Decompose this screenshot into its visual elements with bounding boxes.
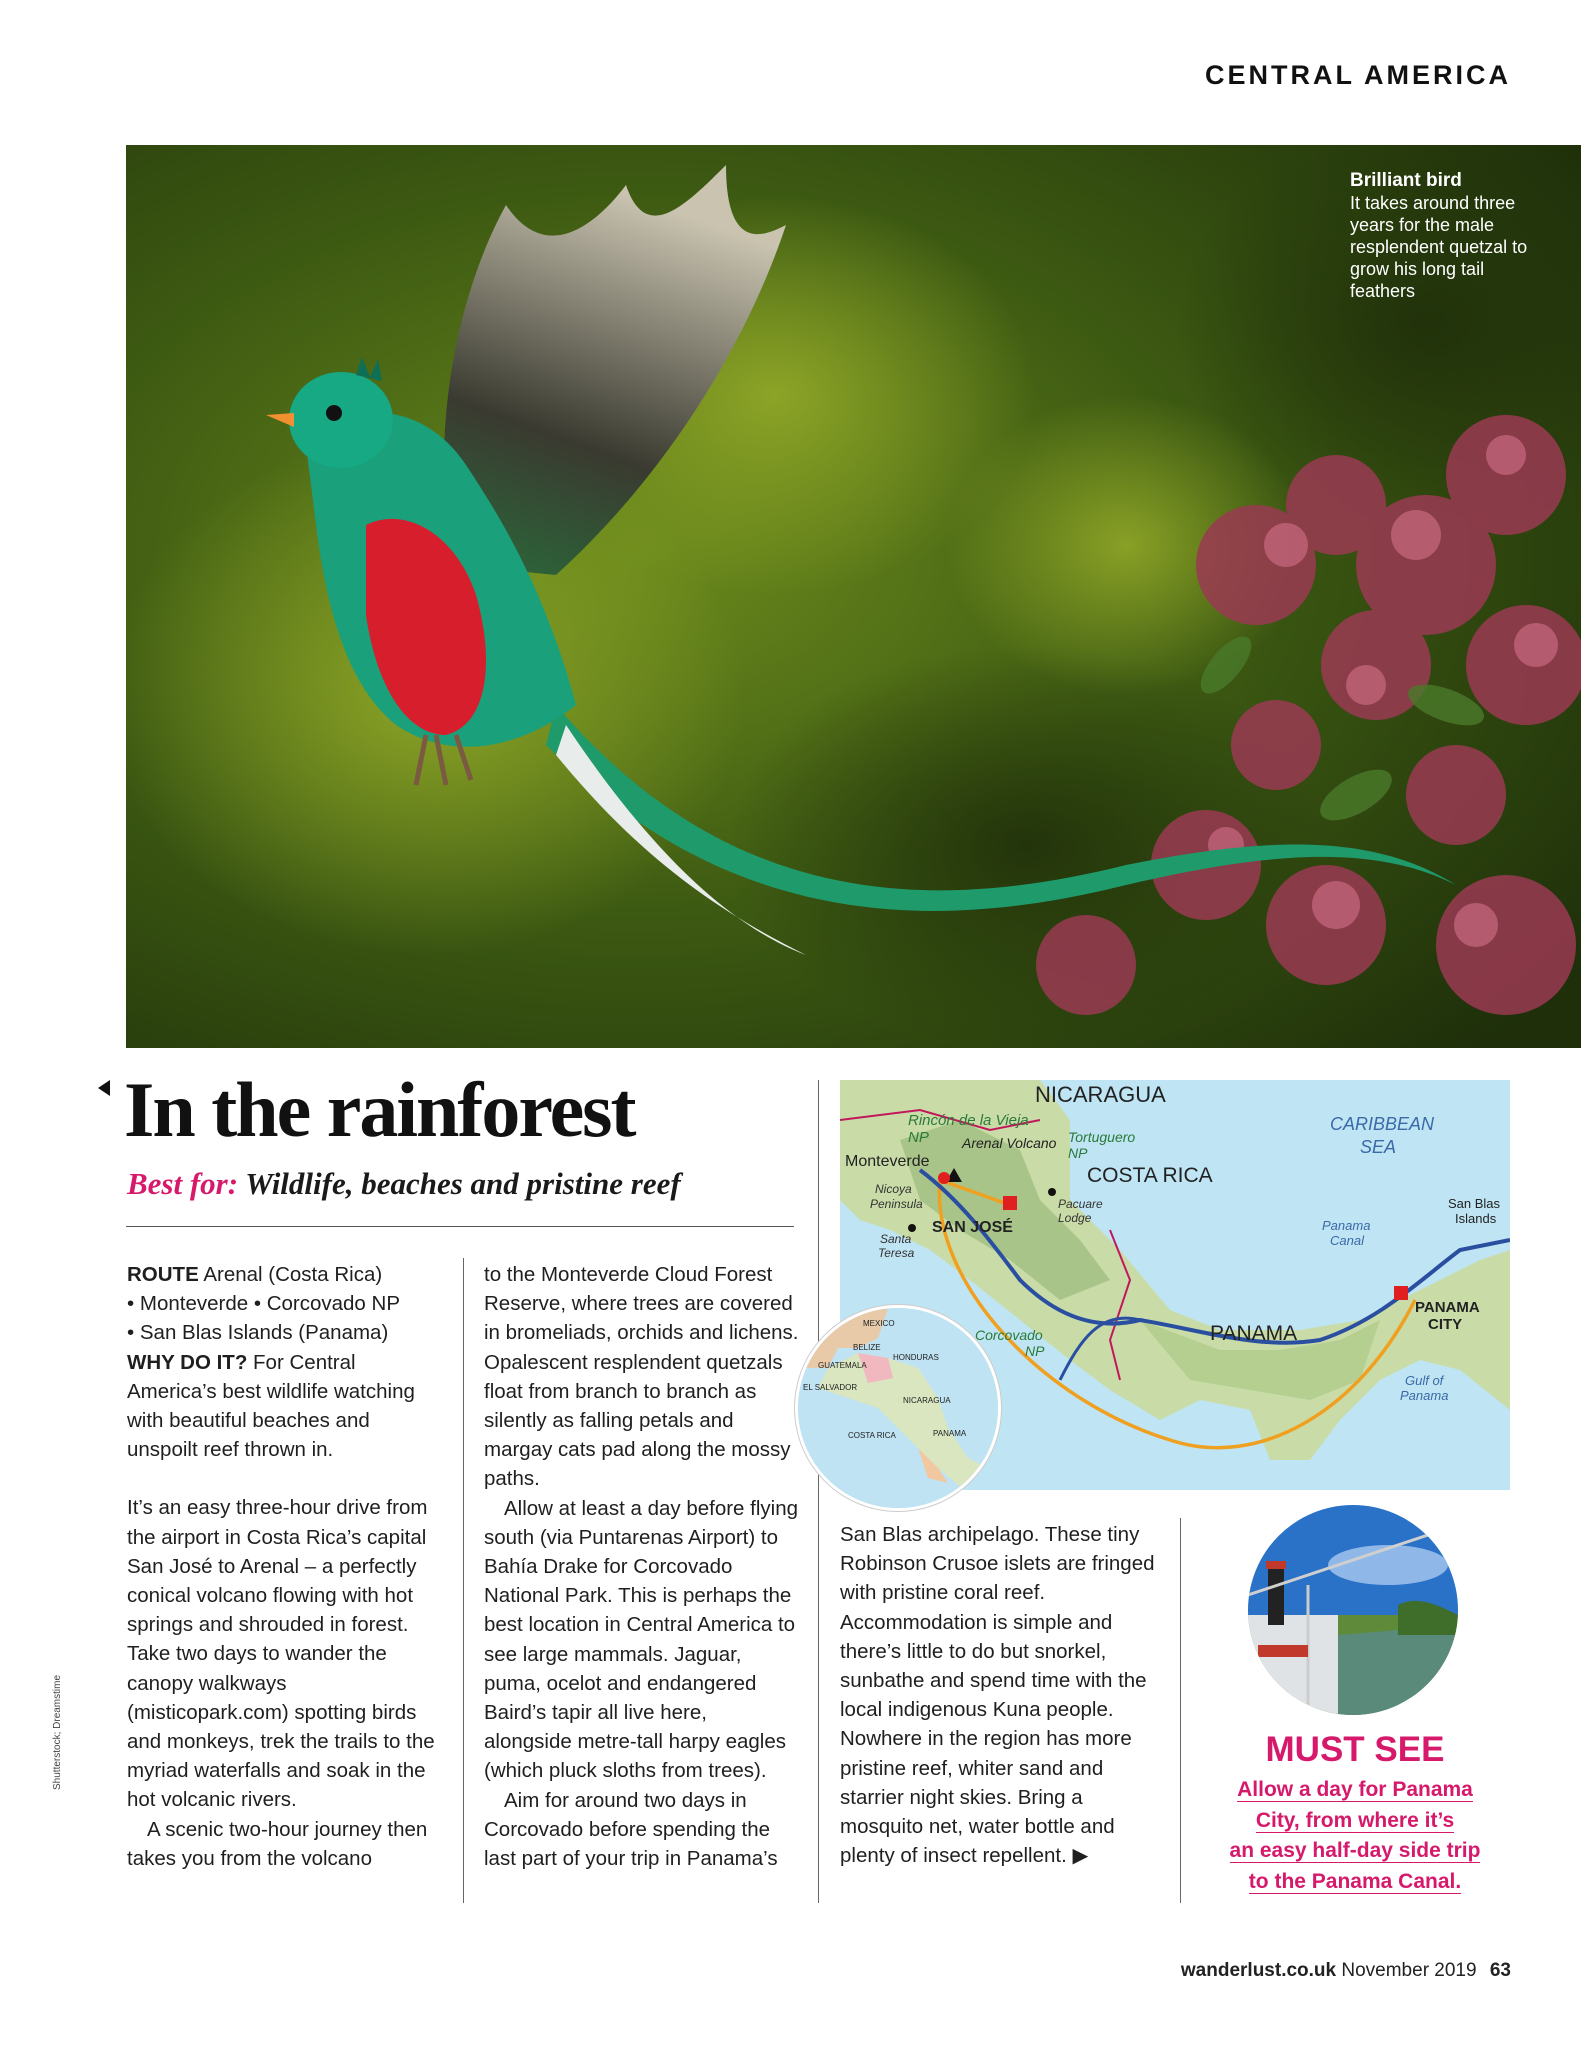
map-label-arenal: Arenal Volcano (962, 1135, 1057, 1151)
map-label-san-jose: SAN JOSÉ (932, 1219, 1013, 1236)
must-see-line: Allow a day for Panama (1237, 1778, 1473, 1801)
paragraph: A scenic two-hour journey then takes you from the volcano (127, 1817, 428, 1870)
map-label-rincon-np: NP (908, 1129, 929, 1146)
caption-text: It takes around three years for the male resplendent quetzal to grow his long tail feathers (1350, 193, 1528, 301)
map-label-nicoya: Nicoya (875, 1182, 912, 1196)
route-line-3: • San Blas Islands (Panama) (127, 1321, 389, 1345)
page-number: 63 (1489, 1960, 1511, 1981)
map-label-panama-canal: Panama (1322, 1218, 1371, 1233)
map-label-gulf: Gulf of (1405, 1373, 1444, 1388)
map-label-caribbean: CARIBBEAN (1330, 1114, 1435, 1134)
page-footer (1181, 1960, 1511, 1982)
map-label-sea: SEA (1360, 1137, 1397, 1157)
map-label-corcovado: Corcovado (975, 1327, 1043, 1343)
inset-label-mexico: MEXICO (863, 1319, 895, 1328)
map-label-rincon: Rincón de la Vieja (908, 1112, 1029, 1129)
must-see-line: City, from where it’s (1255, 1808, 1455, 1832)
map-label-costa-rica: COSTA RICA (1087, 1164, 1213, 1187)
map-label-pacuare: Pacuare (1058, 1197, 1103, 1211)
best-for-label: Best for: (127, 1166, 239, 1201)
map-label-teresa: Teresa (878, 1246, 915, 1260)
map-label-santa: Santa (880, 1232, 912, 1246)
locator-inset-map (795, 1305, 1001, 1511)
column-rule (463, 1258, 464, 1903)
text-column-1 (127, 1260, 442, 1873)
footer-date: November 2019 (1341, 1960, 1477, 1981)
must-see-text (1210, 1775, 1500, 1897)
map-label-tortuguero-np: NP (1068, 1145, 1088, 1161)
text-column-3 (840, 1520, 1155, 1870)
map-label-panama: PANAMA (1210, 1322, 1298, 1345)
column-rule (818, 1080, 819, 1903)
caption-title: Brilliant bird (1350, 170, 1462, 191)
inset-label-honduras: HONDURAS (893, 1353, 939, 1362)
back-arrow-icon (98, 1080, 110, 1096)
footer-site: wanderlust.co.uk (1180, 1960, 1337, 1981)
must-see-line: an easy half-day side trip (1229, 1839, 1481, 1862)
map-label-islands: Islands (1455, 1211, 1497, 1226)
paragraph: It’s an easy three-hour drive from the airport in Costa Rica’s capital San José to Arenal – a perfectly conical volcano flowing with hot springs and shrouded in forest. Take two days to wander the canopy walkways (misticopark.com) spotting birds and monkeys, trek the trails to the myriad waterfalls and soak in the hot volcanic rivers. (127, 1496, 435, 1812)
must-see-title: MUST SEE (1265, 1730, 1445, 1769)
best-for-text: Wildlife, beaches and pristine reef (245, 1166, 681, 1201)
map-label-san-blas: San Blas (1448, 1196, 1501, 1211)
map-label-corcovado-np: NP (1025, 1343, 1045, 1359)
section-label: CENTRAL AMERICA (1205, 60, 1511, 90)
end-mark-icon: ▶ (1072, 1844, 1089, 1868)
panama-canal-photo (1248, 1505, 1458, 1715)
paragraph: San Blas archipelago. These tiny Robinson Crusoe islets are fringed with pristine coral reef. Accommodation is simple and there’s little to do but snorkel, sunbathe and spend time with the local indigenous Kuna people. Nowhere in the region has more pristine reef, whiter sand and starrier night skies. Bring a mosquito net, water bottle and plenty of insect repellent. (840, 1523, 1155, 1868)
paragraph: Allow at least a day before flying south (via Puntarenas Airport) to Bahía Drake for Corcovado National Park. This is perhaps the best location in Central America to see large mammals. Jaguar, puma, ocelot and endangered Baird’s tapir all live here, alongside metre-tall harpy eagles (which pluck sloths from trees). (484, 1496, 798, 1783)
must-see-line: to the Panama Canal. (1248, 1869, 1462, 1893)
inset-label-belize: BELIZE (853, 1343, 881, 1352)
map-label-canal: Canal (1330, 1233, 1364, 1248)
photo-caption (1350, 170, 1550, 302)
inset-label-nicaragua: NICARAGUA (903, 1396, 951, 1405)
route-line-1: Arenal (Costa Rica) (198, 1263, 383, 1286)
column-rule (1180, 1518, 1181, 1903)
paragraph: Aim for around two days in Corcovado before spending the last part of your trip in Panama’s (484, 1788, 778, 1871)
paragraph: to the Monteverde Cloud Forest Reserve, where trees are covered in bromeliads, orchids and lichens. Opalescent resplendent quetzals float from branch to branch as silently as falling petals and margay cats pad along the mossy paths. (484, 1263, 799, 1491)
map-label-city: CITY (1428, 1316, 1463, 1333)
text-column-2 (484, 1260, 799, 1873)
route-line-2: • Monteverde • Corcovado NP (127, 1292, 401, 1316)
inset-label-el-salvador: EL SALVADOR (803, 1383, 858, 1392)
headline: In the rainforest (124, 1066, 635, 1153)
best-for (127, 1166, 681, 1202)
map-label-monteverde: Monteverde (845, 1153, 930, 1170)
inset-label-panama: PANAMA (933, 1429, 967, 1438)
photo-credit: Shutterstock; Dreamstime (52, 1674, 63, 1790)
map-label-gulf-panama: Panama (1400, 1388, 1449, 1403)
map-label-panama-city: PANAMA (1415, 1299, 1480, 1316)
inset-label-guatemala: GUATEMALA (818, 1361, 867, 1370)
divider (126, 1226, 794, 1227)
route-label: ROUTE (127, 1263, 199, 1286)
why-text: For Central America’s best wildlife watching with beautiful beaches and unspoilt reef thrown in. (127, 1350, 415, 1462)
why-label: WHY DO IT? (127, 1350, 248, 1374)
inset-label-costa-rica: COSTA RICA (848, 1431, 896, 1440)
map-label-lodge: Lodge (1058, 1211, 1092, 1225)
map-label-tortuguero: Tortuguero (1068, 1129, 1136, 1145)
map-label-nicaragua: NICARAGUA (1035, 1082, 1166, 1107)
map-label-peninsula: Peninsula (870, 1197, 923, 1211)
